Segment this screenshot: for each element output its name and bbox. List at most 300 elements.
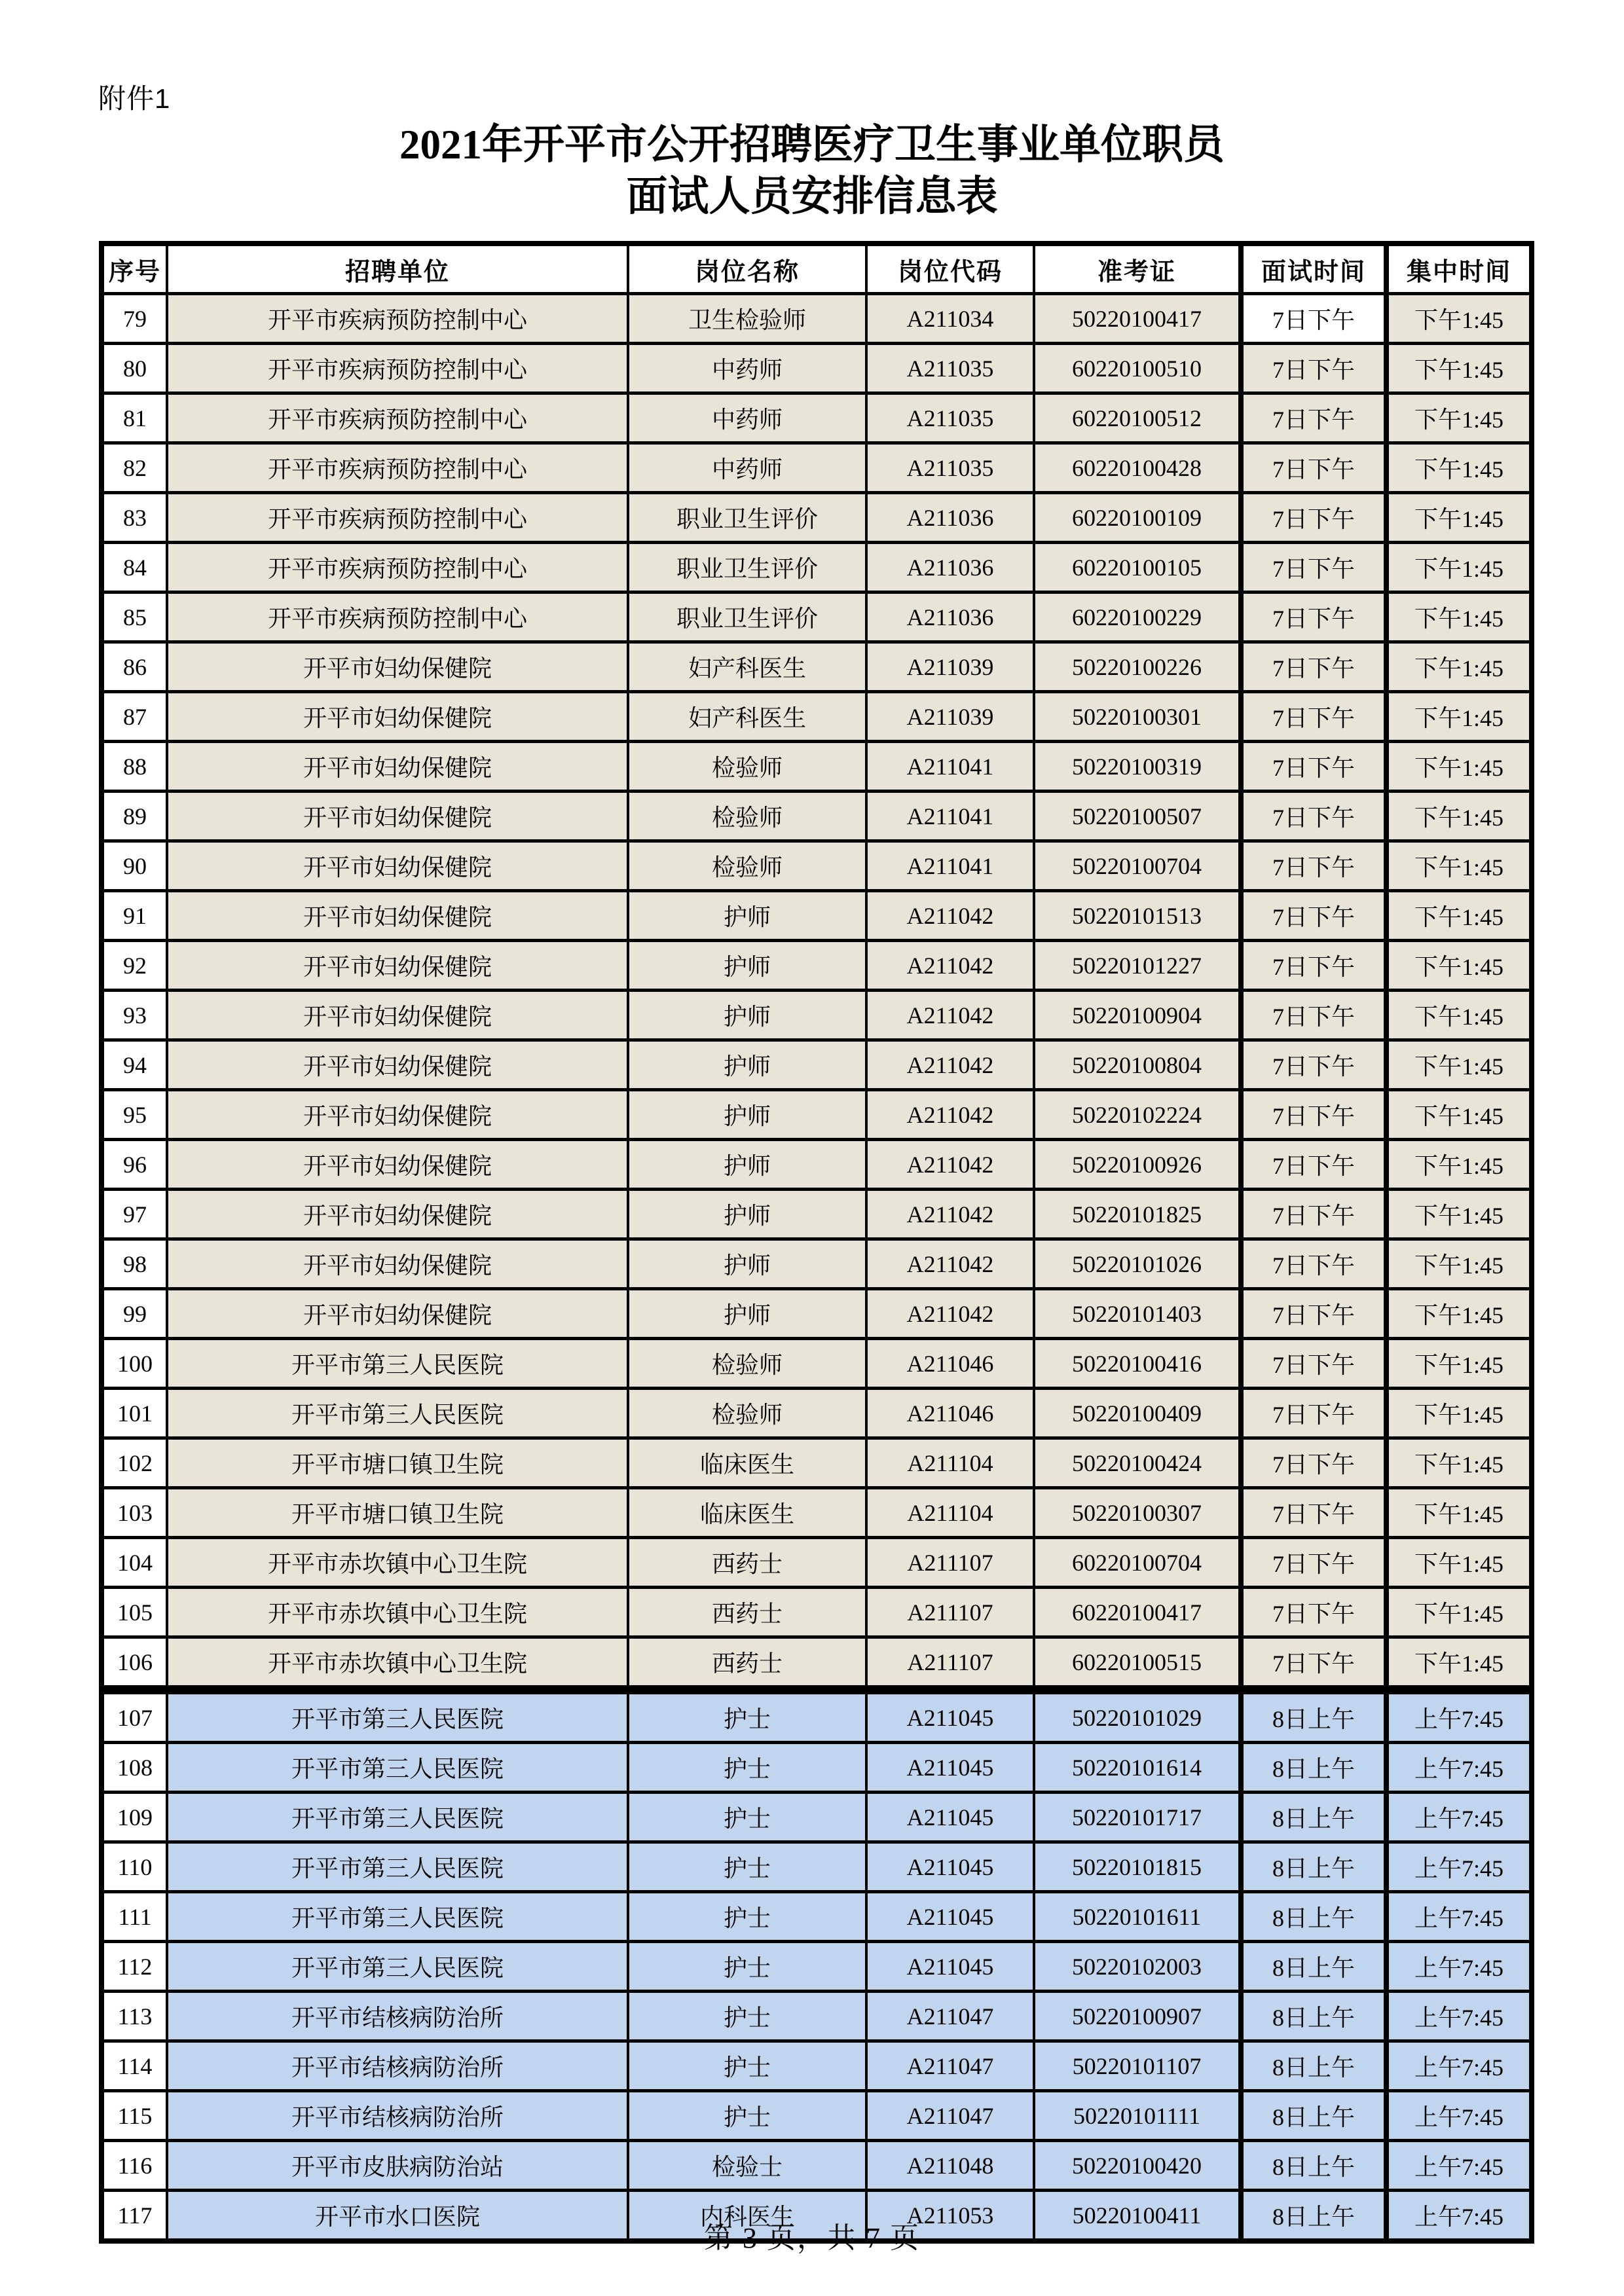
cell-ticket: 60220100229 — [1034, 592, 1241, 642]
cell-interview-time: 7日下午 — [1241, 1140, 1386, 1190]
cell-position: 护师 — [628, 891, 866, 941]
cell-gather-time: 下午1:45 — [1386, 1389, 1532, 1438]
cell-unit: 开平市疾病预防控制中心 — [167, 493, 628, 543]
table-row — [101, 841, 1532, 891]
cell-ticket: 60220100704 — [1034, 1538, 1241, 1588]
column-header-position: 岗位名称 — [628, 244, 866, 294]
cell-code: A211041 — [866, 841, 1034, 891]
interview-schedule-table — [99, 241, 1534, 2244]
cell-position: 护师 — [628, 1090, 866, 1140]
cell-interview-time: 8日上午 — [1241, 2141, 1386, 2191]
cell-code: A211042 — [866, 991, 1034, 1040]
cell-unit: 开平市皮肤病防治站 — [167, 2141, 628, 2191]
cell-gather-time: 下午1:45 — [1386, 592, 1532, 642]
cell-seq: 105 — [101, 1588, 167, 1637]
cell-position: 护士 — [628, 1842, 866, 1892]
cell-seq: 102 — [101, 1438, 167, 1488]
cell-ticket: 50220101107 — [1034, 2041, 1241, 2091]
column-header-ticket: 准考证 — [1034, 244, 1241, 294]
cell-code: A211104 — [866, 1488, 1034, 1538]
cell-interview-time: 7日下午 — [1241, 642, 1386, 692]
table-row — [101, 443, 1532, 493]
cell-seq: 87 — [101, 692, 167, 742]
cell-ticket: 60220100109 — [1034, 493, 1241, 543]
cell-unit: 开平市赤坎镇中心卫生院 — [167, 1637, 628, 1690]
cell-gather-time: 下午1:45 — [1386, 543, 1532, 592]
cell-ticket: 50220101111 — [1034, 2091, 1241, 2141]
cell-position: 护士 — [628, 1892, 866, 1942]
cell-ticket: 50220100507 — [1034, 792, 1241, 841]
column-header-unit: 招聘单位 — [167, 244, 628, 294]
cell-interview-time: 7日下午 — [1241, 841, 1386, 891]
cell-position: 护士 — [628, 2041, 866, 2091]
cell-unit: 开平市疾病预防控制中心 — [167, 543, 628, 592]
cell-interview-time: 7日下午 — [1241, 393, 1386, 443]
cell-unit: 开平市妇幼保健院 — [167, 1040, 628, 1090]
cell-unit: 开平市妇幼保健院 — [167, 642, 628, 692]
cell-gather-time: 下午1:45 — [1386, 792, 1532, 841]
cell-ticket: 50220100409 — [1034, 1389, 1241, 1438]
cell-gather-time: 下午1:45 — [1386, 1040, 1532, 1090]
cell-gather-time: 下午1:45 — [1386, 1239, 1532, 1289]
cell-gather-time: 下午1:45 — [1386, 393, 1532, 443]
cell-code: A211036 — [866, 592, 1034, 642]
cell-ticket: 50220101717 — [1034, 1793, 1241, 1842]
cell-gather-time: 下午1:45 — [1386, 1588, 1532, 1637]
cell-gather-time: 上午7:45 — [1386, 1690, 1532, 1743]
cell-gather-time: 下午1:45 — [1386, 742, 1532, 792]
cell-gather-time: 下午1:45 — [1386, 1090, 1532, 1140]
table-row — [101, 1339, 1532, 1389]
cell-code: A211045 — [866, 1842, 1034, 1892]
page-title-line-1: 2021年开平市公开招聘医疗卫生事业单位职员 — [399, 122, 1225, 168]
table-row — [101, 592, 1532, 642]
cell-position: 西药士 — [628, 1538, 866, 1588]
cell-position: 检验师 — [628, 792, 866, 841]
cell-interview-time: 8日上午 — [1241, 1992, 1386, 2041]
cell-ticket: 60220100512 — [1034, 393, 1241, 443]
cell-position: 护师 — [628, 1140, 866, 1190]
cell-code: A211107 — [866, 1538, 1034, 1588]
cell-seq: 111 — [101, 1892, 167, 1942]
cell-position: 职业卫生评价 — [628, 493, 866, 543]
table-row — [101, 1090, 1532, 1140]
table-row — [101, 991, 1532, 1040]
table-row — [101, 1438, 1532, 1488]
cell-ticket: 50220100226 — [1034, 642, 1241, 692]
cell-interview-time: 7日下午 — [1241, 1339, 1386, 1389]
cell-seq: 83 — [101, 493, 167, 543]
cell-ticket: 50220100319 — [1034, 742, 1241, 792]
cell-seq: 88 — [101, 742, 167, 792]
table-row — [101, 1040, 1532, 1090]
cell-unit: 开平市第三人民医院 — [167, 1942, 628, 1992]
cell-code: A211045 — [866, 1793, 1034, 1842]
cell-unit: 开平市结核病防治所 — [167, 1992, 628, 2041]
cell-gather-time: 下午1:45 — [1386, 991, 1532, 1040]
cell-gather-time: 下午1:45 — [1386, 1190, 1532, 1239]
cell-code: A211036 — [866, 543, 1034, 592]
cell-code: A211035 — [866, 344, 1034, 393]
cell-ticket: 50220100411 — [1034, 2191, 1241, 2242]
cell-seq: 108 — [101, 1743, 167, 1793]
cell-position: 护师 — [628, 1289, 866, 1339]
cell-seq: 114 — [101, 2041, 167, 2091]
cell-interview-time: 8日上午 — [1241, 1690, 1386, 1743]
cell-gather-time: 下午1:45 — [1386, 344, 1532, 393]
cell-seq: 113 — [101, 1992, 167, 2041]
cell-unit: 开平市妇幼保健院 — [167, 1090, 628, 1140]
cell-position: 护师 — [628, 1239, 866, 1289]
table-row — [101, 294, 1532, 344]
cell-position: 检验师 — [628, 1339, 866, 1389]
cell-gather-time: 下午1:45 — [1386, 1339, 1532, 1389]
cell-interview-time: 8日上午 — [1241, 1743, 1386, 1793]
table-row — [101, 1588, 1532, 1637]
cell-seq: 104 — [101, 1538, 167, 1588]
cell-interview-time: 8日上午 — [1241, 2191, 1386, 2242]
cell-ticket: 50220100424 — [1034, 1438, 1241, 1488]
cell-interview-time: 7日下午 — [1241, 543, 1386, 592]
cell-gather-time: 下午1:45 — [1386, 642, 1532, 692]
table-row — [101, 1690, 1532, 1743]
column-header-seq: 序号 — [101, 244, 167, 294]
cell-ticket: 50220100417 — [1034, 294, 1241, 344]
page-title-line-2: 面试人员安排信息表 — [626, 173, 998, 219]
page-footer: 第 3 页，共 7 页 — [704, 2222, 920, 2254]
table-row — [101, 1637, 1532, 1690]
cell-gather-time: 上午7:45 — [1386, 1743, 1532, 1793]
cell-gather-time: 下午1:45 — [1386, 1289, 1532, 1339]
table-row — [101, 1842, 1532, 1892]
cell-seq: 110 — [101, 1842, 167, 1892]
cell-ticket: 50220101227 — [1034, 941, 1241, 991]
table-row — [101, 1389, 1532, 1438]
table-row — [101, 1140, 1532, 1190]
cell-seq: 96 — [101, 1140, 167, 1190]
cell-ticket: 50220101614 — [1034, 1743, 1241, 1793]
cell-unit: 开平市妇幼保健院 — [167, 891, 628, 941]
cell-seq: 91 — [101, 891, 167, 941]
cell-position: 西药士 — [628, 1637, 866, 1690]
cell-gather-time: 下午1:45 — [1386, 1538, 1532, 1588]
cell-seq: 98 — [101, 1239, 167, 1289]
page-title — [0, 119, 1624, 223]
cell-position: 西药士 — [628, 1588, 866, 1637]
cell-code: A211046 — [866, 1339, 1034, 1389]
table-row — [101, 344, 1532, 393]
table-row — [101, 1942, 1532, 1992]
cell-code: A211045 — [866, 1942, 1034, 1992]
cell-seq: 109 — [101, 1793, 167, 1842]
cell-interview-time: 7日下午 — [1241, 1488, 1386, 1538]
cell-code: A211045 — [866, 1690, 1034, 1743]
cell-position: 护士 — [628, 2091, 866, 2141]
cell-position: 护师 — [628, 991, 866, 1040]
cell-unit: 开平市妇幼保健院 — [167, 1239, 628, 1289]
cell-seq: 79 — [101, 294, 167, 344]
cell-ticket: 60220100417 — [1034, 1588, 1241, 1637]
cell-ticket: 50220100904 — [1034, 991, 1241, 1040]
cell-position: 检验师 — [628, 841, 866, 891]
cell-code: A211039 — [866, 642, 1034, 692]
cell-unit: 开平市结核病防治所 — [167, 2041, 628, 2091]
cell-code: A211039 — [866, 692, 1034, 742]
cell-position: 护师 — [628, 941, 866, 991]
cell-seq: 90 — [101, 841, 167, 891]
cell-unit: 开平市第三人民医院 — [167, 1389, 628, 1438]
cell-seq: 99 — [101, 1289, 167, 1339]
cell-code: A211048 — [866, 2141, 1034, 2191]
cell-position: 检验师 — [628, 742, 866, 792]
cell-interview-time: 7日下午 — [1241, 1438, 1386, 1488]
cell-interview-time: 8日上午 — [1241, 2091, 1386, 2141]
cell-seq: 92 — [101, 941, 167, 991]
cell-position: 护士 — [628, 1793, 866, 1842]
cell-interview-time: 7日下午 — [1241, 891, 1386, 941]
cell-seq: 101 — [101, 1389, 167, 1438]
cell-unit: 开平市第三人民医院 — [167, 1842, 628, 1892]
table-row — [101, 2041, 1532, 2091]
cell-gather-time: 下午1:45 — [1386, 493, 1532, 543]
cell-code: A211034 — [866, 294, 1034, 344]
cell-gather-time: 下午1:45 — [1386, 1637, 1532, 1690]
cell-unit: 开平市疾病预防控制中心 — [167, 393, 628, 443]
cell-interview-time: 7日下午 — [1241, 991, 1386, 1040]
cell-ticket: 50220100420 — [1034, 2141, 1241, 2191]
table-row — [101, 393, 1532, 443]
cell-interview-time: 7日下午 — [1241, 592, 1386, 642]
table-row — [101, 1793, 1532, 1842]
cell-gather-time: 下午1:45 — [1386, 443, 1532, 493]
cell-seq: 80 — [101, 344, 167, 393]
cell-gather-time: 上午7:45 — [1386, 1793, 1532, 1842]
cell-unit: 开平市妇幼保健院 — [167, 742, 628, 792]
cell-position: 职业卫生评价 — [628, 592, 866, 642]
cell-code: A211042 — [866, 1140, 1034, 1190]
cell-ticket: 50220102003 — [1034, 1942, 1241, 1992]
cell-gather-time: 下午1:45 — [1386, 1140, 1532, 1190]
cell-unit: 开平市妇幼保健院 — [167, 692, 628, 742]
cell-ticket: 50220101513 — [1034, 891, 1241, 941]
cell-code: A211035 — [866, 443, 1034, 493]
cell-seq: 85 — [101, 592, 167, 642]
cell-ticket: 50220100804 — [1034, 1040, 1241, 1090]
table-row — [101, 792, 1532, 841]
table-row — [101, 742, 1532, 792]
table-row — [101, 2141, 1532, 2191]
cell-code: A211041 — [866, 792, 1034, 841]
cell-interview-time: 8日上午 — [1241, 1842, 1386, 1892]
cell-unit: 开平市赤坎镇中心卫生院 — [167, 1538, 628, 1588]
cell-position: 妇产科医生 — [628, 692, 866, 742]
cell-ticket: 50220100926 — [1034, 1140, 1241, 1190]
cell-ticket: 50220101815 — [1034, 1842, 1241, 1892]
cell-interview-time: 7日下午 — [1241, 941, 1386, 991]
cell-unit: 开平市第三人民医院 — [167, 1690, 628, 1743]
cell-seq: 94 — [101, 1040, 167, 1090]
cell-ticket: 50220100907 — [1034, 1992, 1241, 2041]
cell-ticket: 50220101611 — [1034, 1892, 1241, 1942]
cell-seq: 106 — [101, 1637, 167, 1690]
cell-seq: 117 — [101, 2191, 167, 2242]
cell-interview-time: 7日下午 — [1241, 792, 1386, 841]
cell-code: A211042 — [866, 1040, 1034, 1090]
table-row — [101, 642, 1532, 692]
cell-ticket: 50220100704 — [1034, 841, 1241, 891]
cell-unit: 开平市妇幼保健院 — [167, 792, 628, 841]
cell-position: 职业卫生评价 — [628, 543, 866, 592]
cell-interview-time: 7日下午 — [1241, 344, 1386, 393]
cell-gather-time: 上午7:45 — [1386, 1892, 1532, 1942]
cell-position: 中药师 — [628, 443, 866, 493]
cell-seq: 93 — [101, 991, 167, 1040]
cell-code: A211104 — [866, 1438, 1034, 1488]
cell-unit: 开平市第三人民医院 — [167, 1743, 628, 1793]
cell-gather-time: 下午1:45 — [1386, 1488, 1532, 1538]
cell-unit: 开平市结核病防治所 — [167, 2091, 628, 2141]
cell-unit: 开平市第三人民医院 — [167, 1793, 628, 1842]
cell-interview-time: 7日下午 — [1241, 1538, 1386, 1588]
cell-code: A211042 — [866, 1190, 1034, 1239]
cell-code: A211035 — [866, 393, 1034, 443]
cell-position: 护师 — [628, 1190, 866, 1239]
cell-seq: 116 — [101, 2141, 167, 2191]
cell-gather-time: 上午7:45 — [1386, 2091, 1532, 2141]
cell-position: 护士 — [628, 1942, 866, 1992]
cell-code: A211045 — [866, 1743, 1034, 1793]
cell-interview-time: 7日下午 — [1241, 1040, 1386, 1090]
cell-seq: 82 — [101, 443, 167, 493]
cell-unit: 开平市第三人民医院 — [167, 1339, 628, 1389]
cell-unit: 开平市妇幼保健院 — [167, 1140, 628, 1190]
cell-ticket: 60220100515 — [1034, 1637, 1241, 1690]
cell-position: 中药师 — [628, 393, 866, 443]
table-row — [101, 1239, 1532, 1289]
cell-gather-time: 下午1:45 — [1386, 891, 1532, 941]
cell-seq: 95 — [101, 1090, 167, 1140]
column-header-interview-time: 面试时间 — [1241, 244, 1386, 294]
cell-ticket: 60220100510 — [1034, 344, 1241, 393]
cell-gather-time: 上午7:45 — [1386, 1942, 1532, 1992]
table-row — [101, 692, 1532, 742]
cell-code: A211107 — [866, 1637, 1034, 1690]
cell-ticket: 50220100307 — [1034, 1488, 1241, 1538]
cell-code: A211036 — [866, 493, 1034, 543]
cell-unit: 开平市疾病预防控制中心 — [167, 344, 628, 393]
cell-interview-time: 8日上午 — [1241, 1892, 1386, 1942]
cell-interview-time: 7日下午 — [1241, 742, 1386, 792]
cell-position: 检验士 — [628, 2141, 866, 2191]
cell-unit: 开平市妇幼保健院 — [167, 1289, 628, 1339]
cell-ticket: 60220100105 — [1034, 543, 1241, 592]
cell-unit: 开平市妇幼保健院 — [167, 841, 628, 891]
column-header-gather-time: 集中时间 — [1386, 244, 1532, 294]
cell-ticket: 50220101403 — [1034, 1289, 1241, 1339]
cell-unit: 开平市疾病预防控制中心 — [167, 443, 628, 493]
cell-gather-time: 下午1:45 — [1386, 294, 1532, 344]
cell-gather-time: 上午7:45 — [1386, 1842, 1532, 1892]
table-row — [101, 2091, 1532, 2141]
table-row — [101, 1892, 1532, 1942]
cell-gather-time: 下午1:45 — [1386, 692, 1532, 742]
cell-position: 护师 — [628, 1040, 866, 1090]
cell-position: 临床医生 — [628, 1488, 866, 1538]
table-row — [101, 891, 1532, 941]
cell-seq: 97 — [101, 1190, 167, 1239]
cell-interview-time: 8日上午 — [1241, 2041, 1386, 2091]
cell-position: 临床医生 — [628, 1438, 866, 1488]
table-row — [101, 1488, 1532, 1538]
cell-unit: 开平市妇幼保健院 — [167, 991, 628, 1040]
cell-interview-time: 8日上午 — [1241, 1793, 1386, 1842]
table-row — [101, 1538, 1532, 1588]
cell-code: A211047 — [866, 1992, 1034, 2041]
cell-interview-time: 7日下午 — [1241, 1637, 1386, 1690]
cell-interview-time: 7日下午 — [1241, 1190, 1386, 1239]
cell-position: 内科医生 — [628, 2191, 866, 2242]
cell-ticket: 50220102224 — [1034, 1090, 1241, 1140]
table-header-row — [101, 244, 1532, 294]
table-row — [101, 1190, 1532, 1239]
cell-position: 护士 — [628, 1743, 866, 1793]
cell-position: 护士 — [628, 1992, 866, 2041]
table-body — [101, 294, 1532, 2242]
cell-unit: 开平市塘口镇卫生院 — [167, 1488, 628, 1538]
cell-gather-time: 下午1:45 — [1386, 841, 1532, 891]
cell-unit: 开平市赤坎镇中心卫生院 — [167, 1588, 628, 1637]
cell-interview-time: 7日下午 — [1241, 1389, 1386, 1438]
cell-unit: 开平市妇幼保健院 — [167, 941, 628, 991]
cell-code: A211046 — [866, 1389, 1034, 1438]
cell-code: A211042 — [866, 1090, 1034, 1140]
cell-gather-time: 下午1:45 — [1386, 1438, 1532, 1488]
cell-gather-time: 下午1:45 — [1386, 941, 1532, 991]
cell-seq: 103 — [101, 1488, 167, 1538]
cell-ticket: 50220101825 — [1034, 1190, 1241, 1239]
cell-position: 中药师 — [628, 344, 866, 393]
cell-interview-time: 8日上午 — [1241, 1942, 1386, 1992]
cell-position: 卫生检验师 — [628, 294, 866, 344]
cell-seq: 89 — [101, 792, 167, 841]
cell-code: A211047 — [866, 2041, 1034, 2091]
cell-ticket: 60220100428 — [1034, 443, 1241, 493]
cell-code: A211045 — [866, 1892, 1034, 1942]
cell-seq: 84 — [101, 543, 167, 592]
cell-seq: 112 — [101, 1942, 167, 1992]
cell-position: 妇产科医生 — [628, 642, 866, 692]
cell-ticket: 50220101026 — [1034, 1239, 1241, 1289]
cell-seq: 107 — [101, 1690, 167, 1743]
cell-code: A211047 — [866, 2091, 1034, 2141]
table-row — [101, 1743, 1532, 1793]
cell-unit: 开平市妇幼保健院 — [167, 1190, 628, 1239]
cell-seq: 81 — [101, 393, 167, 443]
cell-code: A211107 — [866, 1588, 1034, 1637]
cell-interview-time: 7日下午 — [1241, 1090, 1386, 1140]
attachment-label: 附件1 — [98, 83, 171, 114]
table-row — [101, 1992, 1532, 2041]
cell-code: A211041 — [866, 742, 1034, 792]
cell-unit: 开平市塘口镇卫生院 — [167, 1438, 628, 1488]
cell-interview-time: 7日下午 — [1241, 1289, 1386, 1339]
cell-unit: 开平市第三人民医院 — [167, 1892, 628, 1942]
table-row — [101, 941, 1532, 991]
cell-gather-time: 上午7:45 — [1386, 2041, 1532, 2091]
cell-seq: 115 — [101, 2091, 167, 2141]
cell-code: A211042 — [866, 941, 1034, 991]
cell-gather-time: 上午7:45 — [1386, 2141, 1532, 2191]
